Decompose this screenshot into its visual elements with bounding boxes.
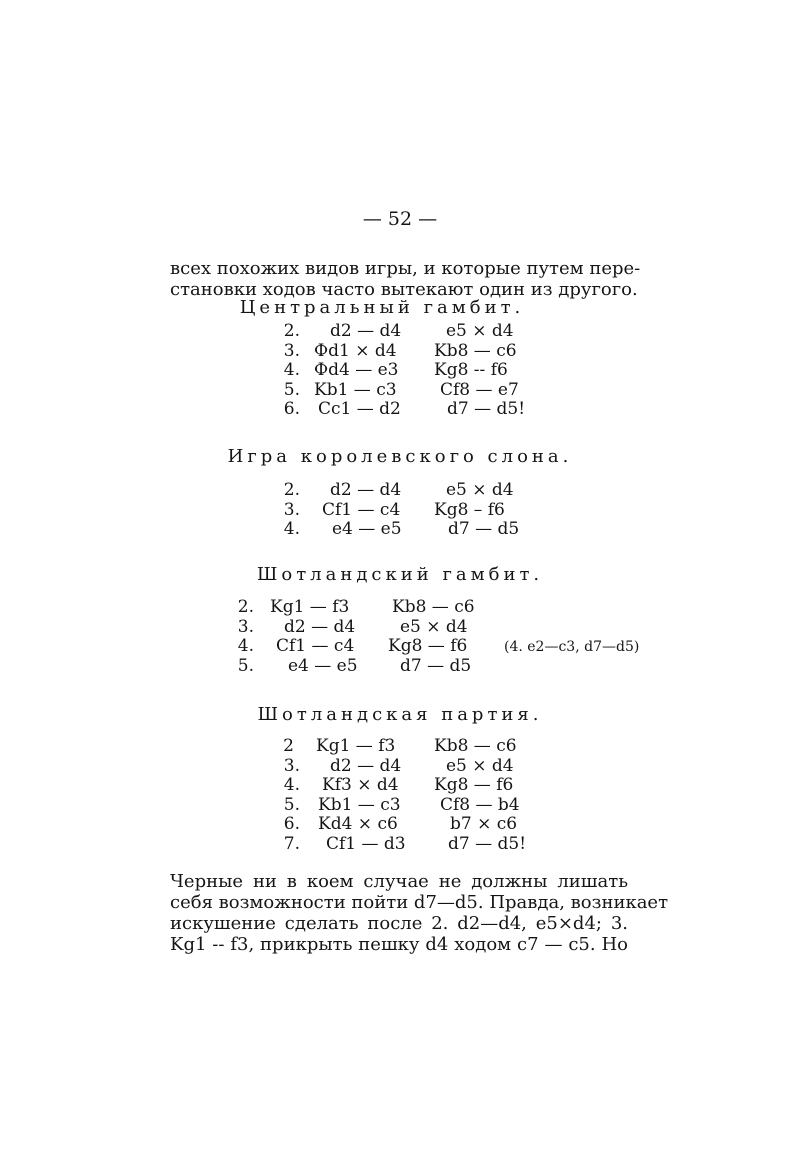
move-number: 3. (283, 499, 300, 520)
section-title: Шотландская партия. (257, 704, 543, 725)
white-move: Cf1 — d3 (326, 833, 406, 854)
black-move: e5 × d4 (446, 321, 514, 341)
move-number: 7. (283, 833, 300, 854)
closing-paragraph (170, 871, 669, 955)
black-move: Kg8 – f6 (434, 499, 505, 520)
move-number: 3. (283, 755, 300, 776)
white-move: e4 — e5 (332, 519, 402, 539)
black-move: Kg8 — f6 (434, 775, 514, 795)
white-move: Cf1 — c4 (322, 499, 401, 520)
move-number: 3. (237, 616, 254, 637)
black-move: e5 × d4 (446, 755, 514, 776)
white-move: d2 — d4 (330, 480, 402, 500)
page-number: — 52 — (362, 208, 438, 230)
white-move: Kb1 — c3 (314, 379, 397, 400)
section-title: Игра королевского слона. (227, 446, 573, 467)
move-number: 4. (283, 519, 300, 539)
black-move: Kg8 -- f6 (434, 360, 508, 380)
white-move: d2 — d4 (330, 321, 402, 341)
move-number: 2. (283, 321, 300, 341)
black-move: Kb8 — c6 (392, 597, 475, 617)
black-move: d7 — d5! (448, 833, 527, 854)
move-number: 2 (283, 736, 294, 756)
black-move: Cf8 — b4 (440, 794, 520, 815)
white-move: Фd4 — e3 (314, 360, 399, 380)
white-move: Kg1 — f3 (316, 736, 396, 756)
intro-paragraph (170, 258, 641, 300)
white-move: Kb1 — c3 (318, 794, 401, 815)
black-move: Cf8 — e7 (440, 379, 519, 400)
black-move: b7 × c6 (450, 814, 518, 834)
white-move: Kf3 × d4 (322, 775, 399, 795)
black-move: d7 — d5 (448, 519, 520, 539)
section-title: Шотландский гамбит. (256, 564, 544, 585)
white-move: Kg1 — f3 (270, 597, 350, 617)
white-move: Cc1 — d2 (318, 399, 401, 419)
move-number: 2. (237, 597, 254, 617)
black-move: d7 — d5! (447, 399, 526, 419)
white-move: d2 — d4 (330, 755, 402, 776)
white-move: Kd4 × c6 (318, 814, 398, 834)
move-annotation: (4. e2—c3, d7—d5) (504, 639, 640, 655)
black-move: Kg8 — f6 (388, 636, 468, 656)
black-move: e5 × d4 (446, 480, 514, 500)
move-number: 6. (283, 399, 300, 419)
text-line: Kg1 -- f3, прикрыть пешку d4 ходом c7 — c5. Но (170, 934, 628, 955)
move-number: 3. (283, 340, 300, 361)
move-number: 5. (283, 794, 300, 815)
text-line: становки ходов часто вытекают один из другого. (170, 279, 638, 300)
white-move: d2 — d4 (284, 616, 356, 637)
text-line: искушение сделать после 2. d2—d4, e5×d4; 3. (170, 913, 628, 934)
move-number: 5. (237, 655, 254, 676)
text-line: себя возможности пойти d7—d5. Правда, возникает (170, 892, 669, 913)
black-move: Kb8 — c6 (434, 340, 517, 361)
move-number: 4. (237, 636, 254, 656)
move-number: 4. (283, 775, 300, 795)
white-move: Cf1 — c4 (276, 636, 355, 656)
white-move: Фd1 × d4 (314, 340, 397, 361)
black-move: e5 × d4 (400, 616, 468, 637)
move-number: 2. (283, 480, 300, 500)
black-move: d7 — d5 (400, 655, 472, 676)
text-line: Черные ни в коем случае не должны лишать (170, 871, 628, 892)
move-number: 5. (283, 379, 300, 400)
move-number: 4. (283, 360, 300, 380)
section-title: Центральный гамбит. (239, 297, 525, 318)
black-move: Kb8 — c6 (434, 736, 517, 756)
white-move: e4 — e5 (288, 655, 358, 676)
move-number: 6. (283, 814, 300, 834)
text-line: всех похожих видов игры, и которые путем пере- (170, 258, 641, 279)
